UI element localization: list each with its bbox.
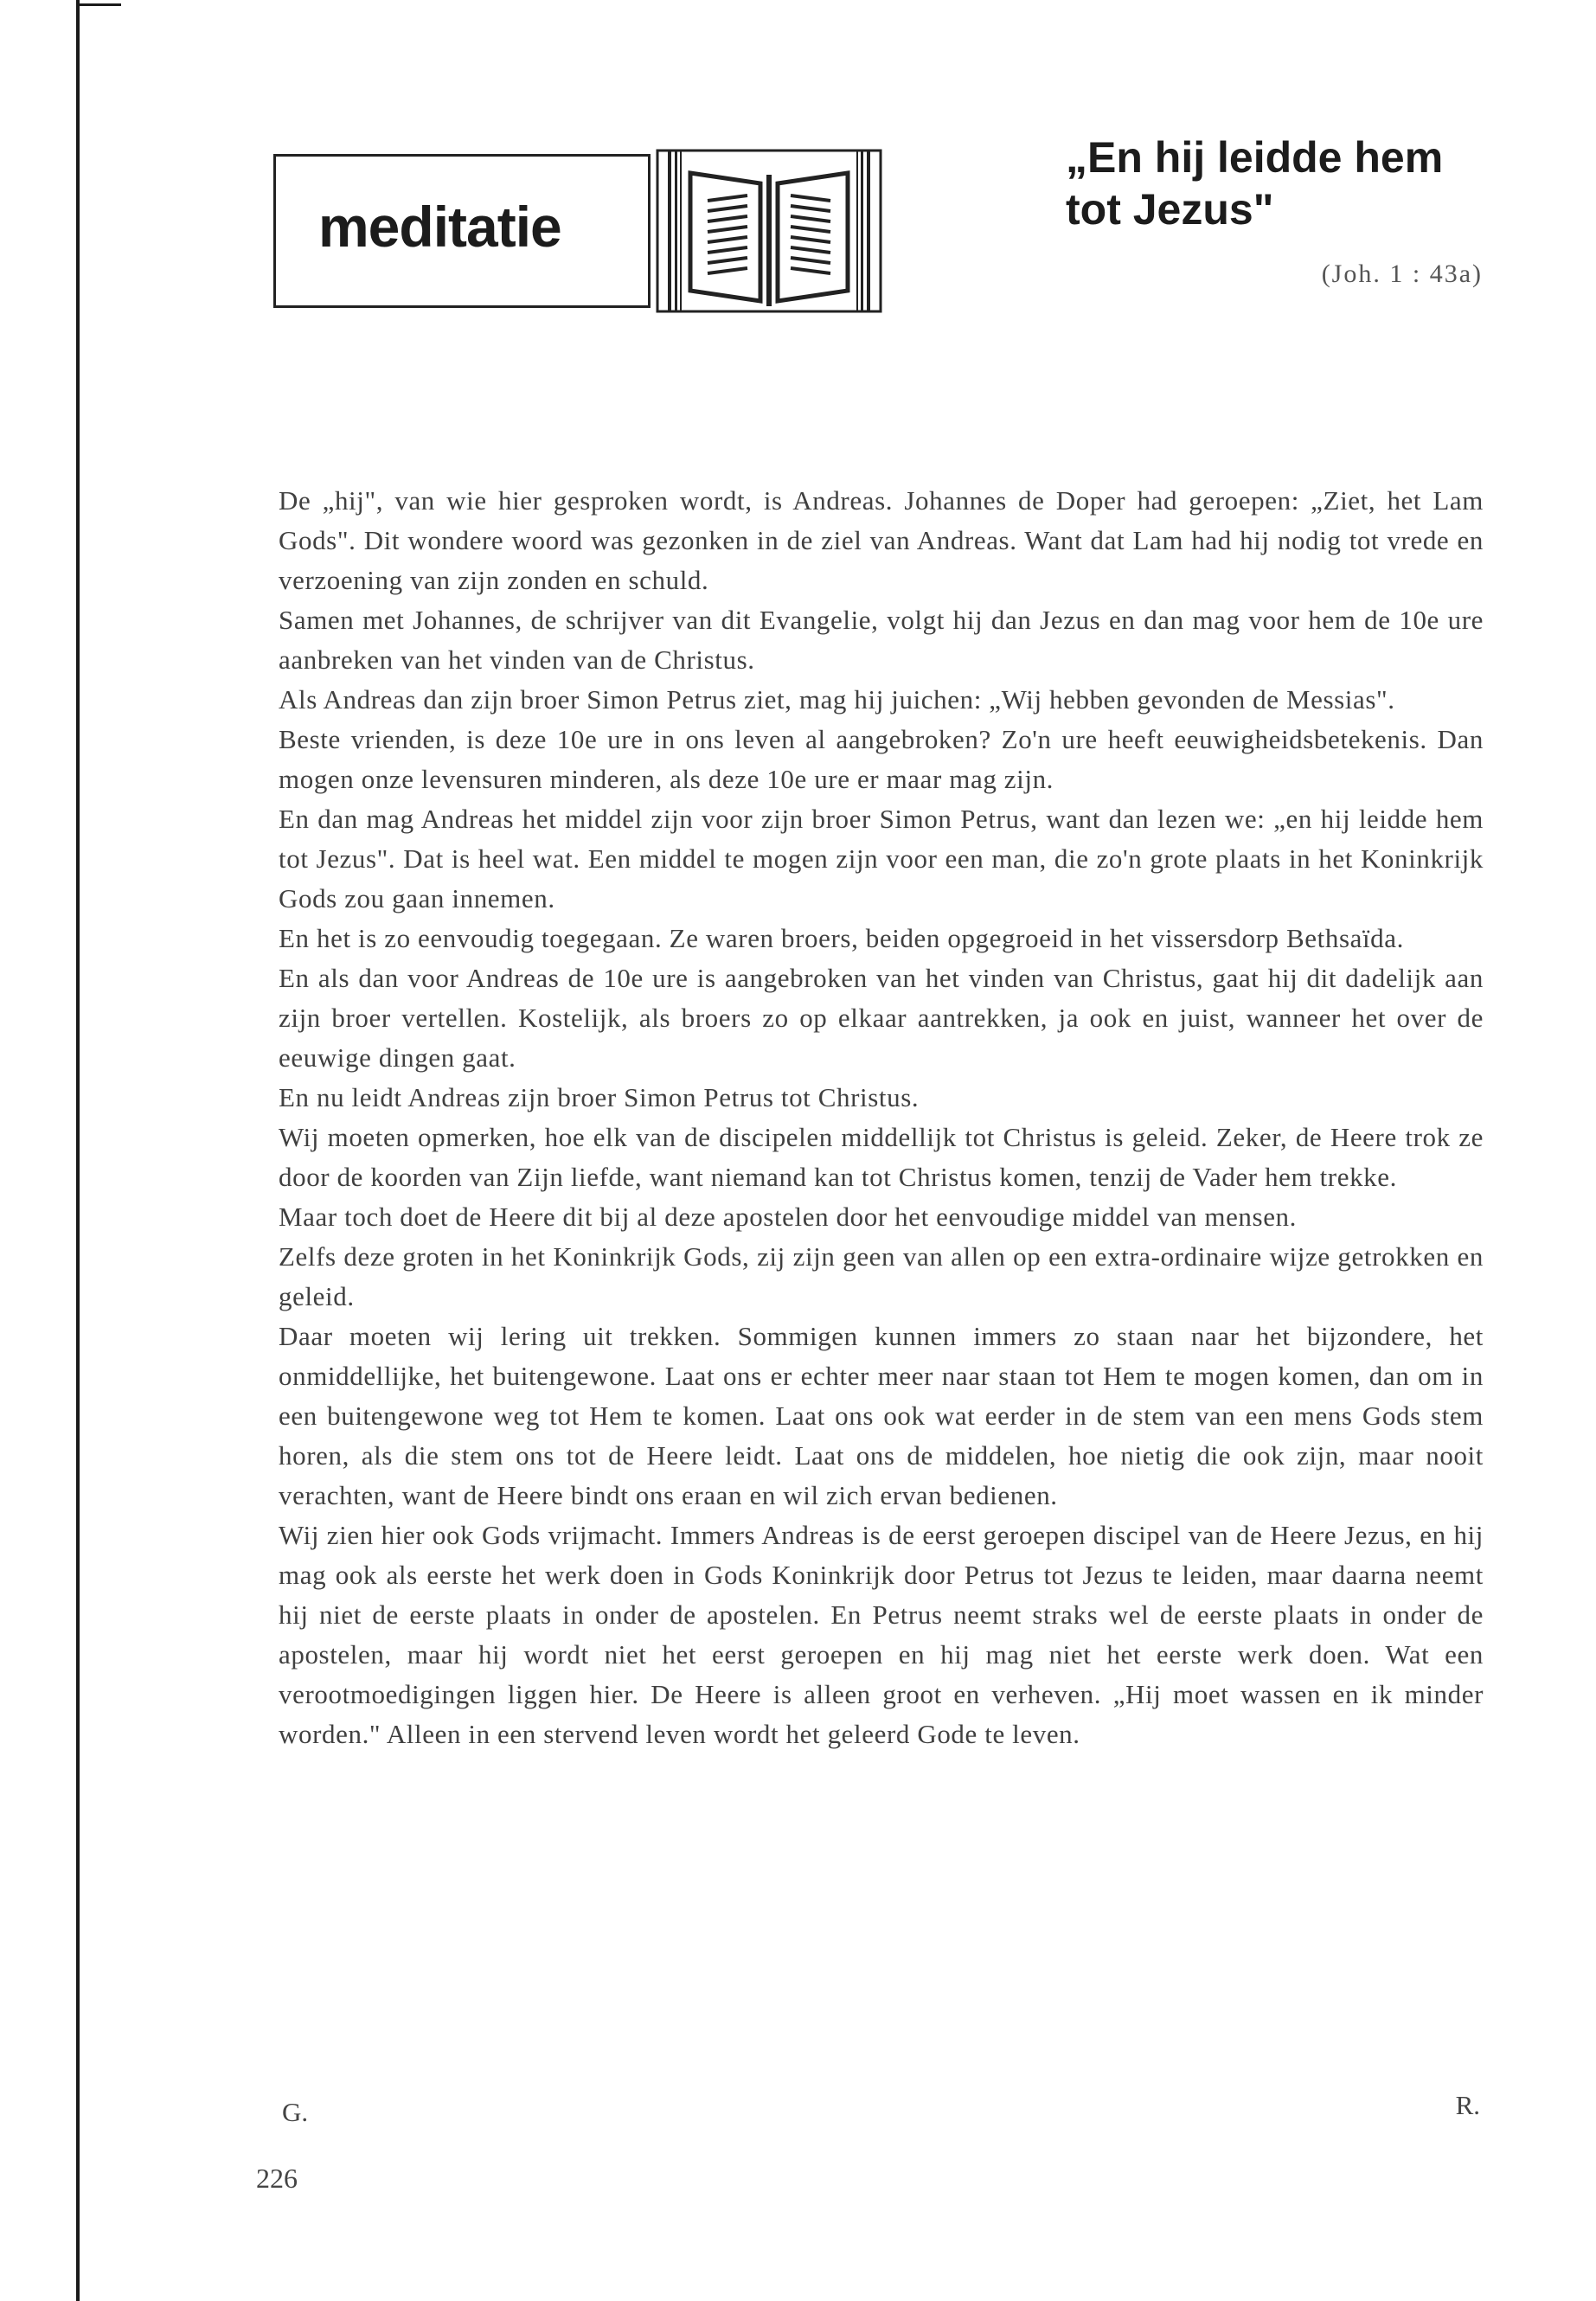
page-number: 226 (256, 2163, 298, 2194)
scan-border-top (76, 3, 121, 6)
paragraph: Daar moeten wij lering uit trekken. Sommigen kunnen immers zo staan naar het bijzondere, het onmiddellijke, het buitengewone. Laat ons er echter meer naar staan tot Hem te mogen komen, dan om in een buitengewone weg tot Hem te komen. Laat ons ook wat eerder in de stem van een mens Gods stem horen, als die stem ons tot de Heere leidt. Laat ons de middelen, hoe nietig die ook zijn, maar nooit verachten, want de Heere bindt ons eraan en wil zich ervan bedienen. (279, 1321, 1484, 1510)
title-line-1: „En hij leidde hem (1066, 133, 1444, 182)
paragraph: En nu leidt Andreas zijn broer Simon Petrus tot Christus. (279, 1082, 920, 1112)
paragraph: Wij zien hier ook Gods vrijmacht. Immers Andreas is de eerst geroepen discipel van de Heere Jezus, en hij mag ook als eerste het werk doen in Gods Koninkrijk door Petrus tot Jezus te leiden, maar daarna neemt hij niet de eerste plaats in onder de apostelen. En Petrus neemt straks wel de eerste plaats in onder de apostelen, maar hij wordt niet het eerst geroepen en hij mag niet het eerste werk doen. Wat een verootmoedigingen liggen hier. De Heere is alleen groot en verheven. „Hij moet wassen en ik minder worden." Alleen in een stervend leven wordt het geleerd Gode te leven. (279, 1520, 1484, 1749)
paragraph: En als dan voor Andreas de 10e ure is aangebroken van het vinden van Christus, gaat hij dit dadelijk aan zijn broer vertellen. Kostelijk, als broers zo op elkaar aantrekken, ja ook en juist, wanneer het over de eeuwige dingen gaat. (279, 963, 1484, 1073)
open-book-icon (656, 149, 882, 313)
paragraph: Beste vrienden, is deze 10e ure in ons leven al aangebroken? Zo'n ure heeft eeuwigheidsbetekenis. Dan mogen onze levensuren minderen, als deze 10e ure er maar mag zijn. (279, 724, 1484, 794)
paragraph: Als Andreas dan zijn broer Simon Petrus ziet, mag hij juichen: „Wij hebben gevonden de Messias". (279, 684, 1395, 715)
scripture-reference: (Joh. 1 : 43a) (1321, 260, 1483, 288)
paragraph: Zelfs deze groten in het Koninkrijk Gods, zij zijn geen van allen op een extra-ordinaire wijze getrokken en geleid. (279, 1241, 1484, 1311)
signature-initial-right: R. (1455, 2090, 1480, 2120)
signature-initial-left: G. (282, 2097, 309, 2127)
section-label: meditatie (318, 195, 561, 259)
article-body (279, 481, 1484, 1754)
paragraph: En dan mag Andreas het middel zijn voor zijn broer Simon Petrus, want dan lezen we: „en hij leidde hem tot Jezus". Dat is heel wat. Een middel te mogen zijn voor een man, die zo'n grote plaats in het Koninkrijk Gods zou gaan innemen. (279, 804, 1484, 913)
paragraph: Samen met Johannes, de schrijver van dit Evangelie, volgt hij dan Jezus en dan mag voor hem de 10e ure aanbreken van het vinden van de Christus. (279, 605, 1484, 675)
paragraph: Wij moeten opmerken, hoe elk van de discipelen middellijk tot Christus is geleid. Zeker, de Heere trok ze door de koorden van Zijn liefde, want niemand kan tot Christus komen, tenzij de Vader hem trekke. (279, 1122, 1484, 1192)
scan-border-left (76, 0, 80, 2301)
meditation-title (1066, 131, 1443, 235)
paragraph: De „hij", van wie hier gesproken wordt, is Andreas. Johannes de Doper had geroepen: „Ziet, het Lam Gods". Dit wondere woord was gezonken in de ziel van Andreas. Want dat Lam had hij nodig tot vrede en verzoening van zijn zonden en schuld. (279, 485, 1484, 595)
title-line-2: tot Jezus" (1066, 185, 1274, 234)
paragraph: Maar toch doet de Heere dit bij al deze apostelen door het eenvoudige middel van mensen. (279, 1202, 1298, 1232)
paragraph: En het is zo eenvoudig toegegaan. Ze waren broers, beiden opgegroeid in het vissersdorp Bethsaïda. (279, 923, 1404, 953)
